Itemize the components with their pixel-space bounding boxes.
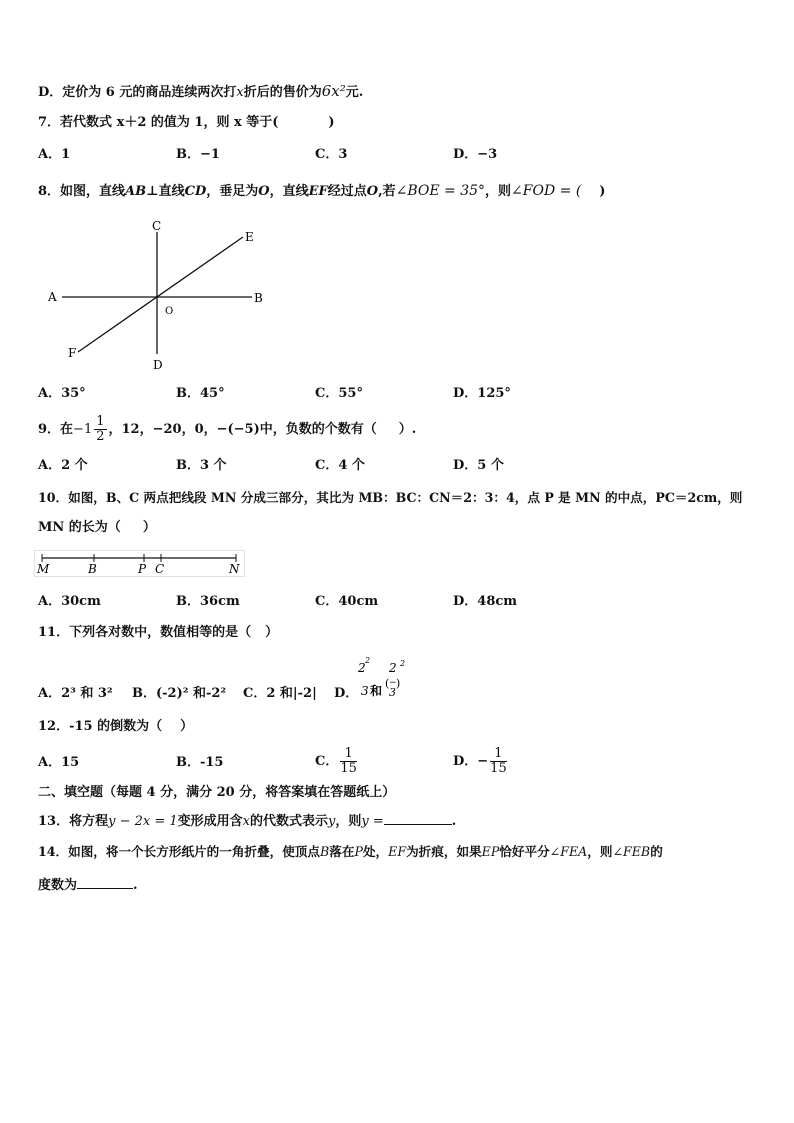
svg-text:3: 3 bbox=[389, 686, 396, 699]
svg-text:): ) bbox=[396, 677, 401, 690]
label-c: C bbox=[152, 219, 162, 233]
q9-option-a[interactable]: A．2 个 bbox=[38, 458, 88, 473]
label-f: F bbox=[68, 346, 77, 360]
q7-option-d[interactable]: D．−3 bbox=[453, 147, 498, 162]
question-11-stem: 11．下列各对数中，数值相等的是（ ） bbox=[38, 625, 279, 640]
svg-text:2: 2 bbox=[358, 661, 366, 675]
q7-option-c[interactable]: C．3 bbox=[315, 147, 348, 162]
question-8-stem: 8．如图，直线AB⊥直线CD，垂足为O，直线EF经过点O,若∠BOE = 35°，则∠FOD = ( ) bbox=[38, 183, 606, 199]
question-14-line1: 14．如图，将一个长方形纸片的一角折叠，使顶点B落在P处，EF为折痕，如果EP恰好平分∠FEA，则∠FEB的 bbox=[38, 844, 663, 859]
question-14-line2: 度数为 . bbox=[38, 875, 138, 895]
label-o: O bbox=[165, 306, 174, 317]
q11-option-c[interactable]: C．2 和|-2| bbox=[243, 686, 317, 701]
q9-option-d[interactable]: D．5 个 bbox=[453, 458, 504, 473]
svg-text:3: 3 bbox=[361, 684, 369, 698]
svg-text:2: 2 bbox=[389, 661, 397, 675]
question-12-stem: 12．-15 的倒数为（ ） bbox=[38, 719, 194, 734]
q10-figure bbox=[34, 550, 246, 578]
label-e: E bbox=[245, 230, 254, 244]
q10-option-c[interactable]: C．40cm bbox=[315, 594, 379, 609]
q12-option-c[interactable]: C． $\frac{1}{15}$ bbox=[315, 746, 357, 776]
q10-option-a[interactable]: A．30cm bbox=[38, 594, 101, 609]
and-text: 和 bbox=[370, 684, 383, 698]
q11-option-d-expressions bbox=[352, 653, 412, 699]
q11-option-b[interactable]: B．(-2)² 和-2² bbox=[132, 686, 227, 701]
question-10-line1: 10．如图，B、C 两点把线段 MN 分成三部分，其比为 MB：BC：CN＝2：3：4，点 P 是 MN 的中点，PC＝2cm，则 bbox=[38, 490, 743, 505]
q11-option-d[interactable]: D． bbox=[334, 686, 359, 701]
q10-option-d[interactable]: D．48cm bbox=[453, 594, 518, 609]
question-7-stem: 7．若代数式 x＋2 的值为 1，则 x 等于( ) bbox=[38, 115, 335, 130]
svg-text:(: ( bbox=[385, 677, 390, 690]
q9-option-b[interactable]: B．3 个 bbox=[176, 458, 227, 473]
q11-option-a[interactable]: A．2³ 和 3² bbox=[38, 686, 113, 701]
svg-text:2: 2 bbox=[400, 659, 406, 668]
question-10-line2: MN 的长为（ ） bbox=[38, 520, 156, 535]
label-m: M bbox=[37, 562, 50, 576]
label-n: N bbox=[229, 562, 240, 576]
svg-text:2: 2 bbox=[365, 656, 371, 665]
label-a: A bbox=[48, 290, 57, 304]
label-d: D bbox=[153, 358, 163, 372]
answer-blank-14[interactable] bbox=[77, 875, 133, 889]
q8-option-d[interactable]: D．125° bbox=[453, 386, 511, 401]
q7-option-a[interactable]: A．1 bbox=[38, 147, 71, 162]
label-c: C bbox=[155, 562, 165, 576]
q7-option-b[interactable]: B．−1 bbox=[176, 147, 220, 162]
question-13-stem: 13．将方程y − 2x = 1变形成用含x的代数式表示y，则y = . bbox=[38, 811, 456, 831]
label-b: B bbox=[88, 562, 97, 576]
q12-option-a[interactable]: A．15 bbox=[38, 755, 80, 770]
label-b: B bbox=[254, 291, 263, 305]
q8-option-a[interactable]: A．35° bbox=[38, 386, 86, 401]
q12-option-b[interactable]: B．-15 bbox=[176, 755, 224, 770]
q9-option-c[interactable]: C．4 个 bbox=[315, 458, 365, 473]
fraction-one-half: $\frac{1}{2}$ bbox=[96, 414, 105, 444]
question-6-option-d: D．定价为 6 元的商品连续两次打x折后的售价为6x²元. bbox=[38, 82, 364, 100]
svg-text:−: − bbox=[389, 678, 397, 688]
q10-option-b[interactable]: B．36cm bbox=[176, 594, 240, 609]
question-9-stem: 9．在−1 $\frac{1}{2}$ ，12，−20，0，−(−5)中，负数的个数有（ ）. bbox=[38, 414, 417, 444]
label-p: P bbox=[138, 562, 147, 576]
q8-option-b[interactable]: B．45° bbox=[176, 386, 225, 401]
section-2-title: 二、填空题（每题 4 分，满分 20 分，将答案填在答题纸上） bbox=[38, 785, 396, 800]
q12-option-d[interactable]: D．− $\frac{1}{15}$ bbox=[453, 746, 507, 776]
q8-option-c[interactable]: C．55° bbox=[315, 386, 363, 401]
answer-blank-13[interactable] bbox=[384, 811, 452, 825]
q8-figure bbox=[40, 214, 280, 376]
line-ef bbox=[78, 237, 243, 352]
